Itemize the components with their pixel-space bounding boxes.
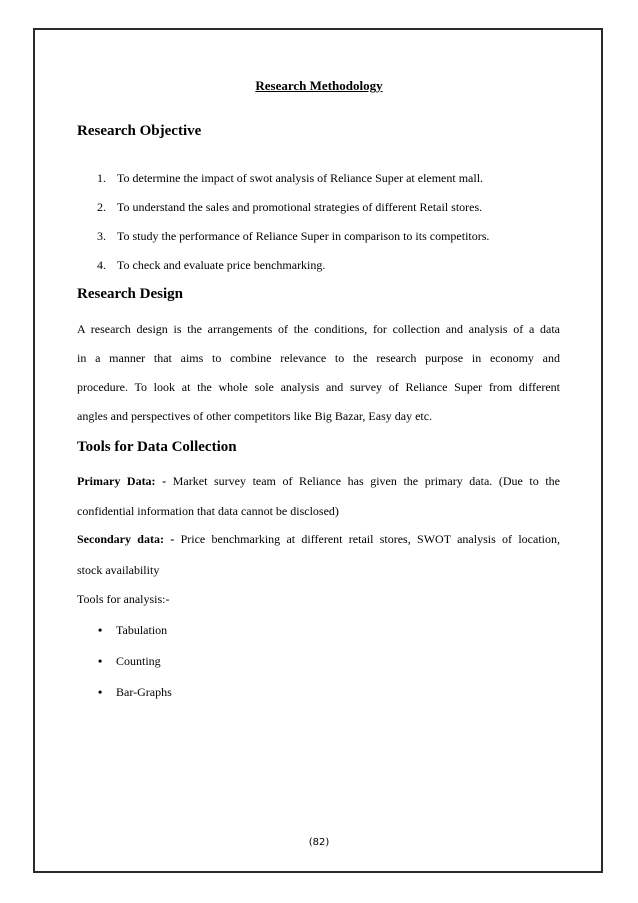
- secondary-data-line: [77, 532, 560, 547]
- primary-data-continuation: confidential information that data cannot be disclosed): [77, 504, 339, 518]
- objective-item: [97, 171, 483, 186]
- design-heading: Research Design: [77, 286, 183, 302]
- objective-item: [97, 258, 325, 273]
- analysis-tools-label: Tools for analysis:-: [77, 592, 170, 606]
- bullet-text: Bar-Graphs: [116, 685, 172, 699]
- tools-heading: Tools for Data Collection: [77, 439, 237, 455]
- design-paragraph-line: in a manner that aims to combine relevance to the research purpose in economy and: [77, 351, 560, 365]
- design-paragraph-line: A research design is the arrangements of the conditions, for collection and analysis of a data: [77, 322, 560, 336]
- design-paragraph-line: angles and perspectives of other competitors like Big Bazar, Easy day etc.: [77, 409, 433, 423]
- bullet-item: [98, 623, 167, 638]
- objective-item-text: To determine the impact of swot analysis of Reliance Super at element mall.: [117, 171, 484, 185]
- page-number: (82): [308, 837, 330, 848]
- secondary-data-label: Secondary data: -: [77, 532, 175, 546]
- objective-item-text: To understand the sales and promotional strategies of different Retail stores.: [117, 200, 483, 214]
- objective-item: [97, 229, 489, 244]
- objective-item-number: 4.: [97, 258, 106, 272]
- objective-item-text: To check and evaluate price benchmarking.: [117, 258, 326, 272]
- objective-heading: Research Objective: [77, 123, 202, 139]
- bullet-icon: •: [98, 623, 103, 637]
- bullet-icon: •: [98, 685, 103, 699]
- bullet-icon: •: [98, 654, 103, 668]
- secondary-data-continuation: stock availability: [77, 563, 160, 577]
- bullet-item: [98, 685, 172, 700]
- page-title: Research Methodology: [255, 78, 383, 93]
- bullet-text: Tabulation: [116, 623, 168, 637]
- objective-item-number: 3.: [97, 229, 106, 243]
- bullet-text: Counting: [116, 654, 161, 668]
- objective-item-number: 1.: [97, 171, 106, 185]
- objective-item: [97, 200, 482, 215]
- primary-data-text: Market survey team of Reliance has given the primary data. (Due to the: [172, 474, 561, 488]
- primary-data-label: Primary Data: -: [77, 474, 167, 488]
- secondary-data-text: Price benchmarking at different retail stores, SWOT analysis of location,: [180, 532, 560, 546]
- bullet-item: [98, 654, 161, 669]
- objective-item-number: 2.: [97, 200, 106, 214]
- primary-data-line: [77, 474, 560, 489]
- design-paragraph-line: procedure. To look at the whole sole analysis and survey of Reliance Super from different: [77, 380, 560, 394]
- objective-item-text: To study the performance of Reliance Super in comparison to its competitors.: [117, 229, 490, 243]
